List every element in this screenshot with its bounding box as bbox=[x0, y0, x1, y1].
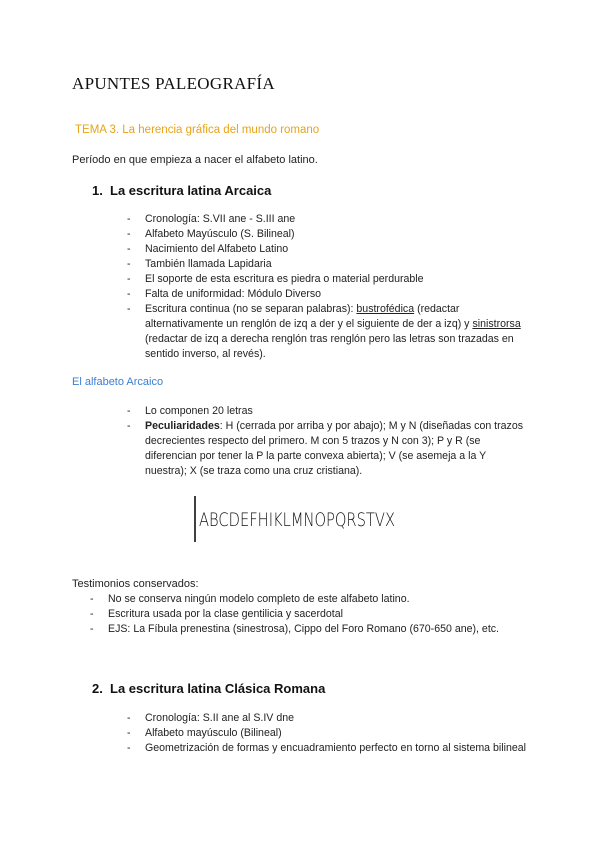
testimonios-list bbox=[90, 592, 530, 637]
inscription-svg bbox=[193, 494, 403, 544]
list-item: - Escritura usada por la clase gentilicia y sacerdotal bbox=[90, 607, 530, 622]
intro-text: Período en que empieza a nacer el alfabeto latino. bbox=[72, 154, 318, 166]
list-item: - Alfabeto mayúsculo (Bilineal) bbox=[127, 726, 527, 741]
list-item: - También llamada Lapidaria bbox=[127, 257, 527, 272]
list-item: - Lo componen 20 letras bbox=[127, 404, 527, 419]
section-1-title: La escritura latina Arcaica bbox=[110, 183, 272, 198]
list-item: - El soporte de esta escritura es piedra o material perdurable bbox=[127, 272, 527, 287]
list-item: - Cronología: S.VII ane - S.III ane bbox=[127, 212, 527, 227]
list-item: - Geometrización de formas y encuadramiento perfecto en torno al sistema bilineal bbox=[127, 741, 527, 756]
list-item: - Nacimiento del Alfabeto Latino bbox=[127, 242, 527, 257]
peculiaridades-text: : H (cerrada por arriba y por abajo); M y N (diseñadas con trazos decrecientes respecto del primero. M con 5 trazos y N con 3); P y R (se diferencian por tener la P la parte convexa abierta); V (se asemeja a la Y nuestra); X (se traza como una cruz cristiana). bbox=[145, 420, 524, 477]
section-1-number: 1. bbox=[92, 183, 103, 198]
list-item: - No se conserva ningún modelo completo de este alfabeto latino. bbox=[90, 592, 530, 607]
list-item: - Cronología: S.II ane al S.IV dne bbox=[127, 711, 527, 726]
testimonios-heading: Testimonios conservados: bbox=[72, 578, 199, 590]
section-2-list bbox=[127, 711, 527, 756]
term-sinistrorsa: sinistrorsa bbox=[472, 318, 521, 330]
list-item-peculiaridades bbox=[127, 419, 527, 479]
continua-mid: (redactar alternativamente un renglón de izq a der y el siguiente de der a izq) y bbox=[145, 303, 473, 330]
continua-post: (redactar de izq a derecha renglón tras renglón pero las letras son trazadas en sentido inverso, al revés). bbox=[145, 333, 514, 360]
section-1-heading bbox=[92, 183, 271, 198]
list-item-continua bbox=[127, 302, 527, 362]
list-item: - Falta de uniformidad: Módulo Diverso bbox=[127, 287, 527, 302]
inscription-letters: ABCDEFHIKLMNOPQRSTVX bbox=[199, 509, 395, 531]
section-2-number: 2. bbox=[92, 681, 103, 696]
section-1-list bbox=[127, 212, 527, 362]
section-2-heading bbox=[92, 681, 325, 696]
page-title: APUNTES PALEOGRAFÍA bbox=[72, 74, 275, 93]
archaic-alphabet-inscription-image bbox=[193, 494, 403, 544]
section-2-title: La escritura latina Clásica Romana bbox=[110, 681, 326, 696]
alfabeto-list bbox=[127, 404, 527, 479]
list-item: - EJS: La Fíbula prenestina (sinestrosa), Cippo del Foro Romano (670-650 ane), etc. bbox=[90, 622, 530, 637]
list-item: - Alfabeto Mayúsculo (S. Bilineal) bbox=[127, 227, 527, 242]
alfabeto-arcaico-heading: El alfabeto Arcaico bbox=[72, 376, 164, 388]
term-bustrofedica: bustrofédica bbox=[356, 303, 415, 315]
continua-pre: Escritura continua (no se separan palabras): bbox=[145, 303, 357, 315]
topic-heading: TEMA 3. La herencia gráfica del mundo romano bbox=[75, 124, 320, 136]
peculiaridades-label: Peculiaridades bbox=[145, 420, 220, 432]
